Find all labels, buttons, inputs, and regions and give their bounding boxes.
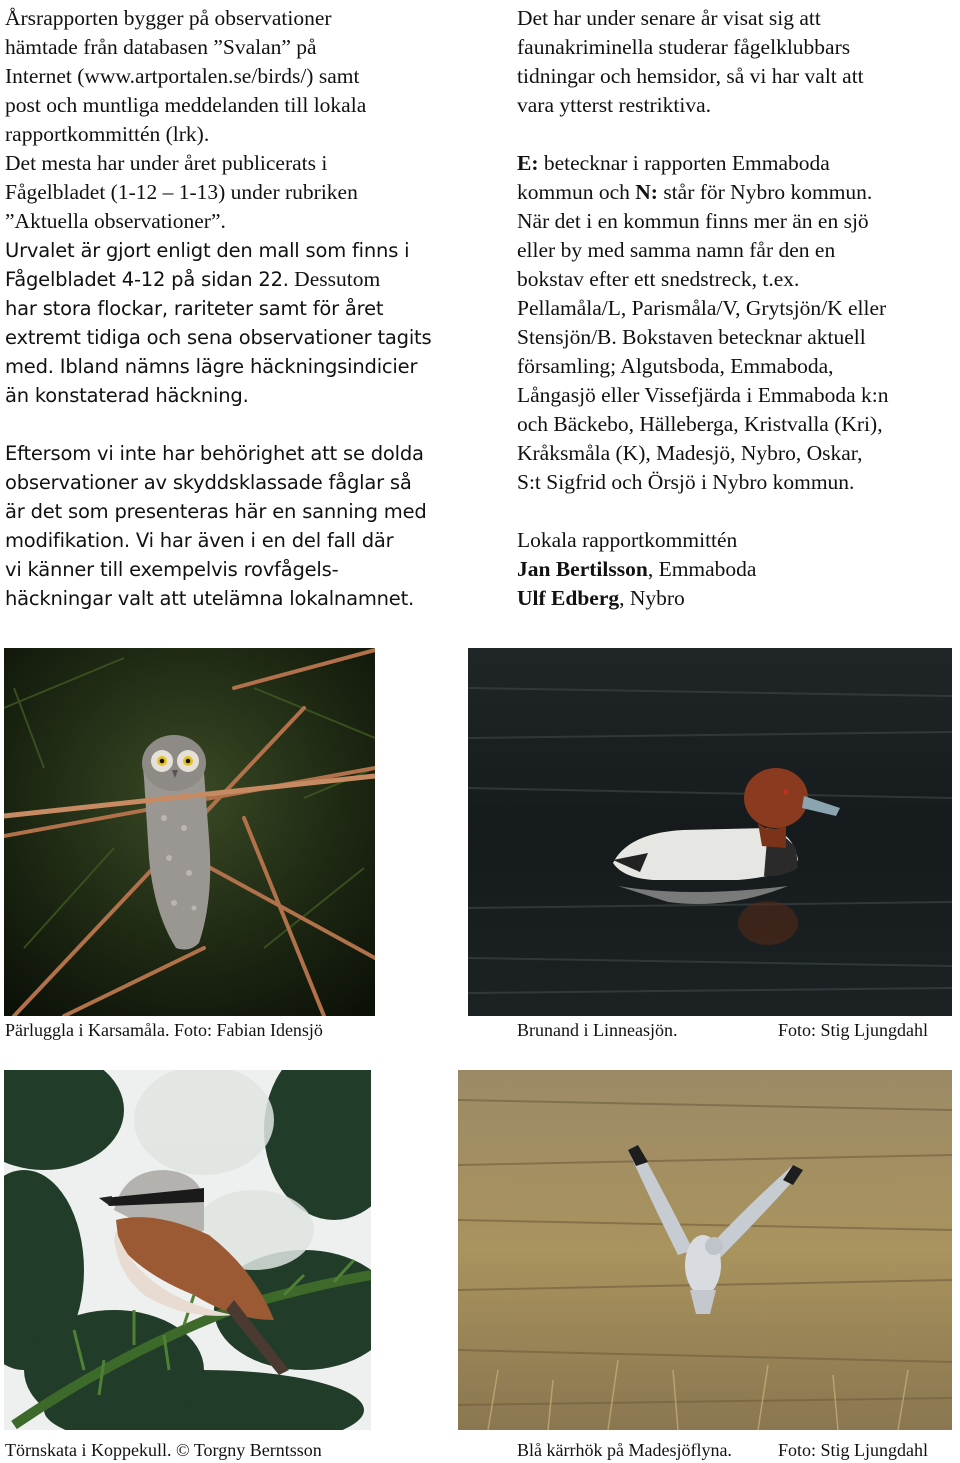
- text-line: Det har under senare år visat sig att: [517, 6, 821, 30]
- text-line: post och muntliga meddelanden till lokala: [5, 93, 367, 117]
- text-line: har stora flockar, rariteter samt för året: [5, 297, 384, 320]
- abbreviation-paragraph: [517, 149, 957, 497]
- restriction-paragraph: [5, 439, 453, 613]
- text-line: S:t Sigfrid och Örsjö i Nybro kommun.: [517, 470, 855, 494]
- text-line: än konstaterad häckning.: [5, 384, 249, 407]
- duck-photo: [468, 648, 952, 1016]
- member-name: Ulf Edberg: [517, 586, 620, 610]
- text-line: och Bäckebo, Hälleberga, Kristvalla (Kri),: [517, 412, 883, 436]
- text-line: Långasjö eller Vissefjärda i Emmaboda k:n: [517, 383, 889, 407]
- text-line: hämtade från databasen ”Svalan” på: [5, 35, 317, 59]
- harrier-caption: Blå kärrhök på Madesjöflyna.: [517, 1440, 732, 1460]
- text-line: Urvalet är gjort enligt den mall som finns i: [5, 239, 410, 262]
- text-line: [5, 265, 453, 294]
- harrier-credit: Foto: Stig Ljungdahl: [778, 1440, 929, 1460]
- text-line: är det som presenteras här en sanning med: [5, 500, 427, 523]
- member-place: , Nybro: [619, 586, 685, 610]
- intro-paragraph: [5, 4, 453, 410]
- text-line: modifikation. Vi har även i en del fall där: [5, 529, 394, 552]
- text-line: extremt tidiga och sena observationer tagits: [5, 326, 432, 349]
- text-line: Årsrapporten bygger på observationer: [5, 6, 332, 30]
- right-text-column: [517, 4, 957, 613]
- duck-credit: Foto: Stig Ljungdahl: [778, 1020, 929, 1040]
- text-line: ”Aktuella observationer”.: [5, 209, 226, 233]
- text-line: häckningar valt att utelämna lokalnamnet.: [5, 587, 415, 610]
- text-line: observationer av skyddsklassade fåglar så: [5, 471, 412, 494]
- owl-photo: [4, 648, 375, 1016]
- text-line: [517, 149, 957, 178]
- member-name: Jan Bertilsson: [517, 557, 648, 581]
- text-span: Fågelbladet 4-12 på sidan 22.: [5, 268, 289, 291]
- text-line: bokstav efter ett snedstreck, t.ex.: [517, 267, 800, 291]
- text-line: Fågelbladet (1-12 – 1-13) under rubriken: [5, 180, 358, 204]
- text-span: Dessutom: [288, 267, 381, 291]
- committee-title: Lokala rapportkommittén: [517, 528, 738, 552]
- text-line: med. Ibland nämns lägre häckningsindicier: [5, 355, 418, 378]
- text-span: betecknar i rapporten Emmaboda: [538, 151, 830, 175]
- text-line: Pellamåla/L, Parismåla/V, Grytsjön/K eller: [517, 296, 887, 320]
- text-line: eller by med samma namn får den en: [517, 238, 836, 262]
- text-line: vara ytterst restriktiva.: [517, 93, 712, 117]
- committee-member: [517, 584, 957, 613]
- text-span: står för Nybro kommun.: [657, 180, 873, 204]
- text-line: Internet (www.artportalen.se/birds/) samt: [5, 64, 360, 88]
- faunacrime-paragraph: [517, 4, 957, 120]
- text-span: kommun och: [517, 180, 636, 204]
- duck-caption: Brunand i Linneasjön.: [517, 1020, 678, 1040]
- text-line: vi känner till exempelvis rovfågels-: [5, 558, 339, 581]
- text-line: faunakriminella studerar fågelklubbars: [517, 35, 851, 59]
- text-line: rapportkommittén (lrk).: [5, 122, 210, 146]
- text-line: Eftersom vi inte har behörighet att se dolda: [5, 442, 424, 465]
- shrike-photo: [4, 1070, 371, 1430]
- committee-member: [517, 555, 957, 584]
- text-line: tidningar och hemsidor, så vi har valt att: [517, 64, 864, 88]
- text-line: församling; Algutsboda, Emmaboda,: [517, 354, 834, 378]
- text-line: Det mesta har under året publicerats i: [5, 151, 328, 175]
- text-line: Kråksmåla (K), Madesjö, Nybro, Oskar,: [517, 441, 863, 465]
- owl-caption: Pärluggla i Karsamåla. Foto: Fabian Idensjö: [5, 1020, 323, 1040]
- harrier-photo: [458, 1070, 952, 1430]
- text-line: [517, 178, 957, 207]
- text-line: När det i en kommun finns mer än en sjö: [517, 209, 869, 233]
- shrike-caption: Törnskata i Koppekull. © Torgny Berntsson: [5, 1440, 322, 1460]
- e-key: E:: [517, 151, 539, 175]
- n-key: N:: [635, 180, 658, 204]
- committee-block: [517, 526, 957, 613]
- left-text-column: [5, 4, 453, 613]
- member-place: , Emmaboda: [647, 557, 757, 581]
- text-line: Stensjön/B. Bokstaven betecknar aktuell: [517, 325, 866, 349]
